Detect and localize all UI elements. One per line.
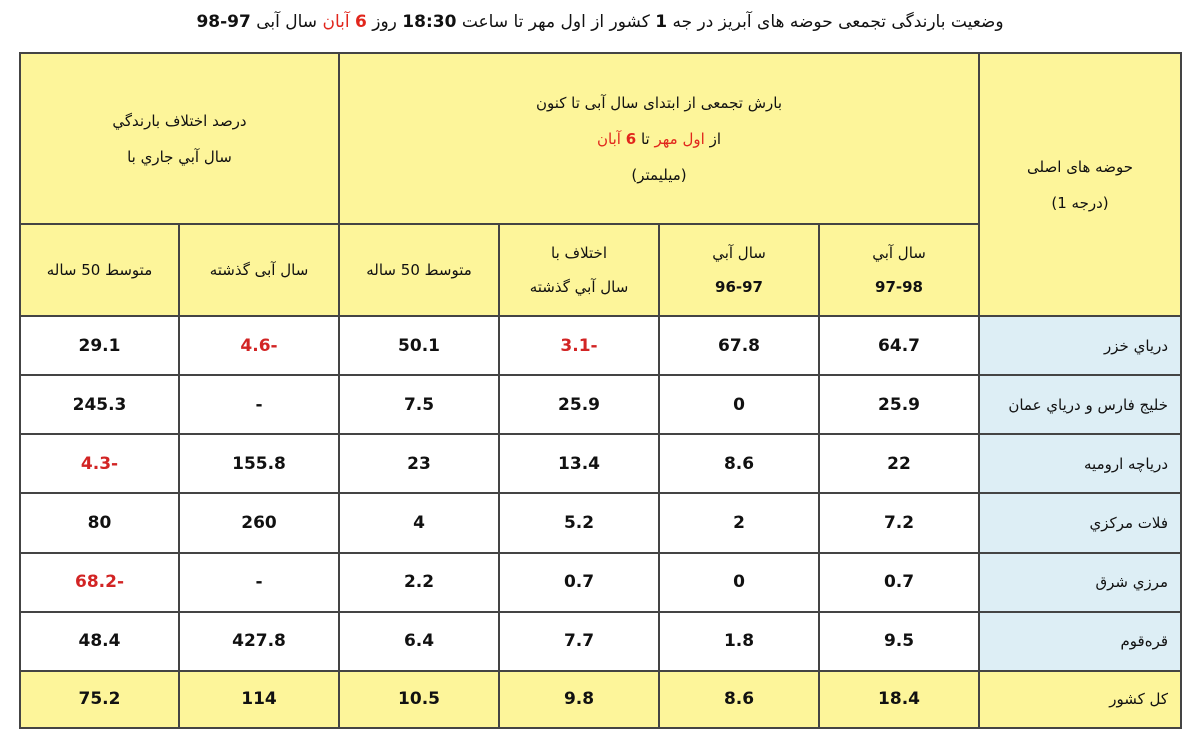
total-diff: 9.8	[499, 671, 659, 728]
cell-pct-avg50: 48.4	[20, 612, 179, 671]
basin-name: فلات مركزي	[979, 493, 1181, 552]
table-row	[20, 493, 1181, 552]
title-month: آبان	[322, 12, 350, 32]
table-row	[20, 375, 1181, 434]
basin-name: قره‌قوم	[979, 612, 1181, 671]
cell-pct-avg50: 29.1	[20, 316, 179, 375]
header-diff-percent: درصد اختلاف بارندگي سال آبي جاري با	[20, 53, 339, 224]
total-pct-avg50: 75.2	[20, 671, 179, 728]
cell-diff: 5.2	[499, 493, 659, 552]
cell-pct-previous: 155.8	[179, 434, 339, 493]
cell-pct-previous: 427.8	[179, 612, 339, 671]
cell-diff: 0.7	[499, 553, 659, 612]
cell-diff: 7.7	[499, 612, 659, 671]
total-name: كل كشور	[979, 671, 1181, 728]
cell-previous: 8.6	[659, 434, 819, 493]
title-text: روز	[372, 12, 397, 32]
cell-current: 0.7	[819, 553, 979, 612]
cell-avg50: 6.4	[339, 612, 499, 671]
rainfall-table	[19, 52, 1182, 729]
cell-current: 7.2	[819, 493, 979, 552]
cell-pct-previous: -	[179, 375, 339, 434]
cell-diff: 25.9	[499, 375, 659, 434]
cell-diff: 13.4	[499, 434, 659, 493]
header-basins: حوضه های اصلی (درجه 1)	[979, 53, 1181, 316]
cell-avg50: 4	[339, 493, 499, 552]
cell-previous: 67.8	[659, 316, 819, 375]
cell-diff: -3.1	[499, 316, 659, 375]
cell-pct-avg50: 245.3	[20, 375, 179, 434]
cell-pct-previous: 260	[179, 493, 339, 552]
title-time: 18:30	[402, 12, 457, 32]
total-previous: 8.6	[659, 671, 819, 728]
header-cumulative: بارش تجمعی از ابتدای سال آبی تا کنون از اول مهر تا 6 آبان (میلیمتر)	[339, 53, 979, 224]
header-difference: اختلاف با سال آبي گذشته	[499, 224, 659, 316]
header-avg50: متوسط 50 ساله	[339, 224, 499, 316]
basin-name: خليج فارس و درياي عمان	[979, 375, 1181, 434]
cell-avg50: 50.1	[339, 316, 499, 375]
cell-current: 64.7	[819, 316, 979, 375]
table-row	[20, 434, 1181, 493]
table-row	[20, 612, 1181, 671]
basin-name: درياچه اروميه	[979, 434, 1181, 493]
cell-current: 22	[819, 434, 979, 493]
basin-name: درياي خزر	[979, 316, 1181, 375]
cell-pct-avg50: -4.3	[20, 434, 179, 493]
cell-previous: 1.8	[659, 612, 819, 671]
title-year: 97-98	[196, 12, 251, 32]
cell-pct-avg50: -68.2	[20, 553, 179, 612]
basin-name: مرزي شرق	[979, 553, 1181, 612]
cell-avg50: 7.5	[339, 375, 499, 434]
title-text: وضعیت بارندگی تجمعی حوضه های آبریز در جه	[672, 12, 1004, 32]
cell-previous: 2	[659, 493, 819, 552]
total-row	[20, 671, 1181, 728]
cell-pct-previous: -	[179, 553, 339, 612]
header-previous-year: سال آبي 96-97	[659, 224, 819, 316]
title-degree: 1	[655, 12, 668, 32]
header-pct-avg50: متوسط 50 ساله	[20, 224, 179, 316]
header-pct-previous: سال آبی گذشته	[179, 224, 339, 316]
cell-pct-avg50: 80	[20, 493, 179, 552]
total-current: 18.4	[819, 671, 979, 728]
title-day: 6	[355, 12, 367, 32]
total-pct-previous: 114	[179, 671, 339, 728]
cell-current: 9.5	[819, 612, 979, 671]
cell-pct-previous: -4.6	[179, 316, 339, 375]
header-current-year: سال آبي 97-98	[819, 224, 979, 316]
cell-previous: 0	[659, 553, 819, 612]
title-text: سال آبی	[256, 12, 318, 32]
title-text: کشور از اول مهر تا ساعت	[461, 12, 650, 32]
cell-previous: 0	[659, 375, 819, 434]
table-row	[20, 316, 1181, 375]
total-avg50: 10.5	[339, 671, 499, 728]
cell-current: 25.9	[819, 375, 979, 434]
table-row	[20, 553, 1181, 612]
page-title	[0, 12, 1200, 32]
cell-avg50: 2.2	[339, 553, 499, 612]
cell-avg50: 23	[339, 434, 499, 493]
